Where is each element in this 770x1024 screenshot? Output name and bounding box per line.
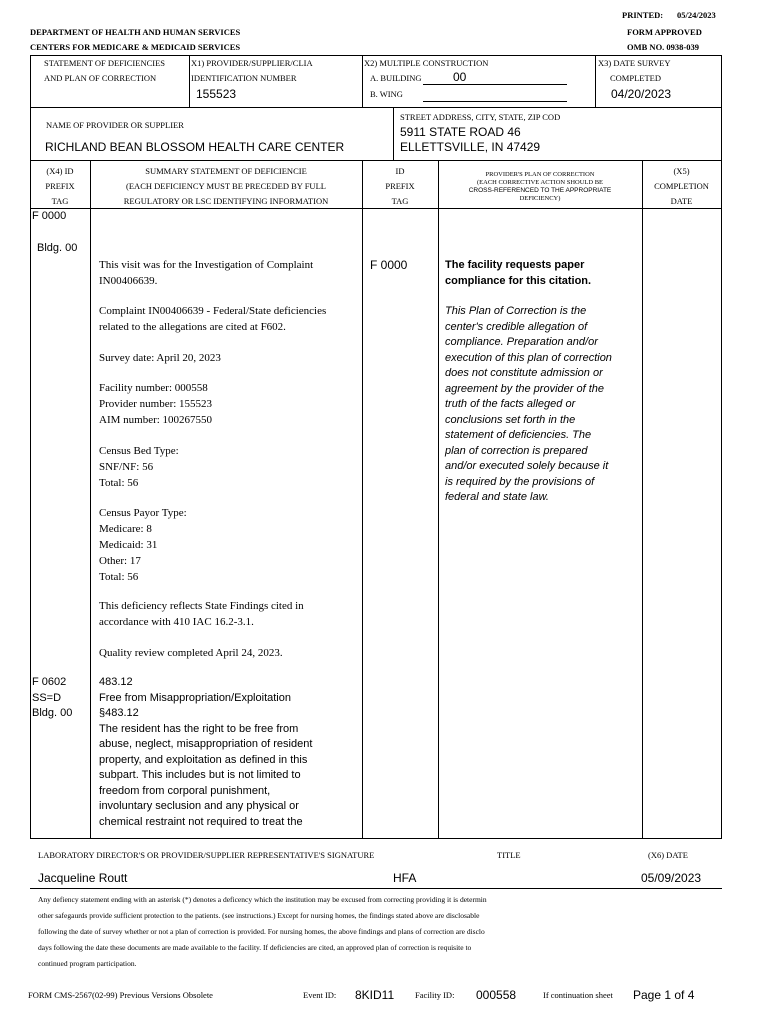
visit-paragraph: This visit was for the Investigation of Complaint IN00406639. bbox=[99, 259, 314, 287]
signature-date: 05/09/2023 bbox=[641, 871, 702, 885]
printed-date: 05/24/2023 bbox=[677, 10, 716, 20]
disclaimer-line-3: following the date of survey whether or not a plan of correction is provided. For nursing homes, the above findings and plans of correction are disclo bbox=[38, 927, 485, 936]
page-number: Page 1 of 4 bbox=[633, 988, 695, 1002]
event-id-value: 8KID11 bbox=[355, 988, 395, 1002]
plan-header-2: (EACH CORRECTIVE ACTION SHOULD BE bbox=[476, 179, 604, 186]
plan-header-3: CROSS-REFERENCED TO THE APPROPRIATE bbox=[468, 187, 612, 194]
quality-review-paragraph: Quality review completed April 24, 2023. bbox=[99, 647, 283, 659]
signature-title: HFA bbox=[393, 871, 417, 885]
x5-header-3: DATE bbox=[670, 196, 693, 206]
signature-name: Jacqueline Routt bbox=[38, 871, 128, 885]
department-name: DEPARTMENT OF HEALTH AND HUMAN SERVICES bbox=[30, 27, 241, 37]
x1-label-2: IDENTIFICATION NUMBER bbox=[191, 73, 297, 83]
provider-name: RICHLAND BEAN BLOSSOM HEALTH CARE CENTER bbox=[45, 140, 345, 154]
disclaimer-line-1: Any defiency statement ending with an asterisk (*) denotes a deficency which the institution may be excused from correcting providing it is determin bbox=[38, 895, 487, 904]
omb-number: OMB NO. 0938-039 bbox=[627, 42, 700, 52]
x6-date-label: (X6) DATE bbox=[648, 850, 688, 860]
printed-label: PRINTED: bbox=[622, 10, 664, 20]
address-label: STREET ADDRESS, CITY, STATE, ZIP COD bbox=[400, 112, 561, 122]
signature-label: LABORATORY DIRECTOR'S OR PROVIDER/SUPPLIER REPRESENTATIVE'S SIGNATURE bbox=[38, 850, 375, 860]
summary-header-2: (EACH DEFICIENCY MUST BE PRECEDED BY FULL bbox=[126, 181, 326, 191]
plan-header-1: PROVIDER'S PLAN OF CORRECTION bbox=[485, 171, 595, 178]
facility-id-label: Facility ID: bbox=[415, 990, 455, 1000]
x3-label-2: COMPLETED bbox=[610, 73, 661, 83]
census-payor-paragraph: Census Payor Type: Medicare: 8 Medicaid: 31 Other: 17 Total: 56 bbox=[99, 507, 187, 583]
x2-label: X2) MULTIPLE CONSTRUCTION bbox=[364, 58, 489, 68]
facility-numbers-paragraph: Facility number: 000558 Provider number: 155523 AIM number: 100267550 bbox=[99, 382, 213, 426]
provider-name-label: NAME OF PROVIDER OR SUPPLIER bbox=[46, 120, 184, 130]
summary-header-1: SUMMARY STATEMENT OF DEFICIENCIE bbox=[145, 166, 307, 176]
x5-header-2: COMPLETION bbox=[654, 181, 709, 191]
form-approved: FORM APPROVED bbox=[627, 27, 702, 37]
form-id: FORM CMS-2567(02-99) Previous Versions Obsolete bbox=[28, 990, 213, 1000]
centers-name: CENTERS FOR MEDICARE & MEDICAID SERVICES bbox=[30, 42, 241, 52]
address-line-2: ELLETTSVILLE, IN 47429 bbox=[400, 140, 541, 154]
tag-f0602: F 0602 SS=D Bldg. 00 bbox=[32, 676, 73, 719]
x4-header-1: (X4) ID bbox=[46, 166, 74, 176]
state-findings-paragraph: This deficiency reflects State Findings cited in accordance with 410 IAC 16.2-3.1. bbox=[99, 600, 304, 628]
f602-paragraph: 483.12 Free from Misappropriation/Exploitation §483.12 The resident has the right to be free from abuse, neglect, misappropriation of resident property, and exploitation as defined in this subpart. This includes but is not limited to freedom from corporal punishment, involuntary seclusion and any physical or chemical restraint not required to treat the bbox=[99, 676, 313, 828]
x4-header-2: PREFIX bbox=[45, 181, 75, 191]
provider-number: 155523 bbox=[196, 87, 237, 101]
statement-label-2: AND PLAN OF CORRECTION bbox=[44, 73, 157, 83]
census-bed-paragraph: Census Bed Type: SNF/NF: 56 Total: 56 bbox=[99, 445, 179, 489]
statement-label-1: STATEMENT OF DEFICIENCIES bbox=[44, 58, 166, 68]
title-label: TITLE bbox=[497, 850, 521, 860]
disclaimer-line-5: continued program participation. bbox=[38, 959, 137, 968]
id-header-1: ID bbox=[395, 166, 405, 176]
building-label: A. BUILDING bbox=[370, 73, 422, 83]
tag-f0000: F 0000 bbox=[32, 210, 67, 222]
bldg-00: Bldg. 00 bbox=[37, 242, 78, 254]
x3-label-1: X3) DATE SURVEY bbox=[598, 58, 671, 68]
continuation-label: If continuation sheet bbox=[543, 990, 613, 1000]
plan-header-4: DEFICIENCY) bbox=[519, 195, 561, 202]
x1-label-1: X1) PROVIDER/SUPPLIER/CLIA bbox=[191, 58, 313, 68]
summary-header-3: REGULATORY OR LSC IDENTIFYING INFORMATION bbox=[123, 196, 329, 206]
address-line-1: 5911 STATE ROAD 46 bbox=[400, 125, 521, 139]
plan-paper-compliance: The facility requests paper compliance for this citation. bbox=[445, 259, 592, 287]
event-id-label: Event ID: bbox=[303, 990, 337, 1000]
wing-label: B. WING bbox=[370, 89, 403, 99]
complaint-paragraph: Complaint IN00406639 - Federal/State deficiencies related to the allegations are cited at F602. bbox=[99, 305, 327, 333]
id-header-3: TAG bbox=[391, 196, 409, 206]
x4-header-3: TAG bbox=[51, 196, 69, 206]
id-tag-f0000: F 0000 bbox=[370, 258, 408, 272]
disclaimer-line-2: other safegaurds provide sufficient protection to the patients. (see instructions.) Except for nursing homes, the findings stated above are disclosable bbox=[38, 911, 480, 920]
plan-allegation-text: This Plan of Correction is the center's credible allegation of compliance. Preparation and/or execution of this plan of correction does not constitute admission or agreement by the provider of the truth of the facts alleged or conclusions set forth in the statement of deficiencies. The plan of correction is prepared and/or executed solely because it is required by the provisions of federal and state law. bbox=[445, 305, 612, 503]
disclaimer-line-4: days following the date these documents are made available to the facility. If deficiencies are cited, an approved plan of correction is requisite to bbox=[38, 943, 472, 952]
survey-date-paragraph: Survey date: April 20, 2023 bbox=[99, 352, 221, 364]
facility-id-value: 000558 bbox=[476, 988, 517, 1002]
survey-date: 04/20/2023 bbox=[611, 87, 672, 101]
building-value: 00 bbox=[453, 70, 467, 84]
x5-header-1: (X5) bbox=[673, 166, 690, 176]
id-header-2: PREFIX bbox=[385, 181, 415, 191]
